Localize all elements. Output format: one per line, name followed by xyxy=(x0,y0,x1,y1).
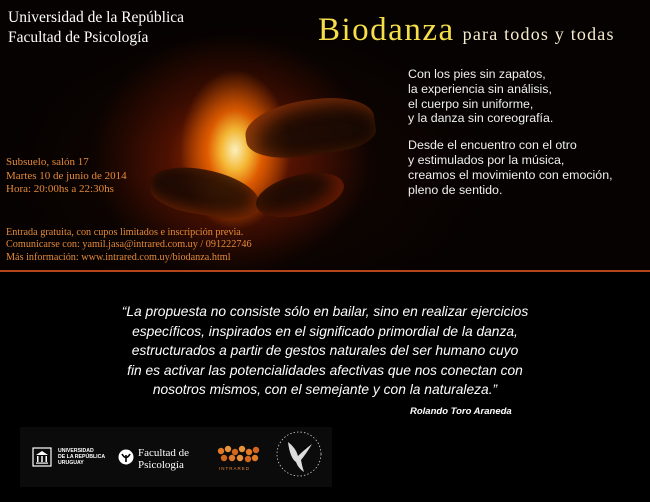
university-seal-icon xyxy=(32,447,52,467)
psicologia-line: Psicología xyxy=(138,459,184,471)
poem xyxy=(408,67,613,197)
quote-line: “La propuesta no consiste sólo en bailar, sino en realizar ejercicios xyxy=(121,304,529,319)
title-main: Biodanza xyxy=(318,12,455,48)
psicologia-line: Facultad de xyxy=(138,447,190,459)
title-sub: para todos y todas xyxy=(462,24,615,44)
poem-line: el cuerpo sin uniforme, xyxy=(408,96,534,111)
poem-line: Desde el encuentro con el otro xyxy=(408,138,577,153)
institution-header xyxy=(8,8,184,48)
udelar-line: URUGUAY xyxy=(58,460,84,467)
udelar-line: DE LA REPÚBLICA xyxy=(58,454,106,461)
page-title xyxy=(318,12,615,49)
event-location: Subsuelo, salón 17 xyxy=(6,156,89,168)
section-divider xyxy=(0,270,650,272)
stanza-gap xyxy=(408,126,613,138)
poem-line: creamos el movimiento con emoción, xyxy=(408,167,613,182)
faculty-name: Facultad de Psicología xyxy=(8,29,149,46)
university-name: Universidad de la República xyxy=(8,9,185,26)
contact-info xyxy=(6,227,252,264)
quote-author: Rolando Toro Araneda xyxy=(410,406,512,417)
admission-note: Entrada gratuita, con cupos limitados e inscripción previa. xyxy=(6,227,244,238)
poem-line: y la danza sin coreografía. xyxy=(408,111,554,126)
poem-line: pleno de sentido. xyxy=(408,182,503,197)
poem-line: la experiencia sin análisis, xyxy=(408,81,552,96)
intrared-logo xyxy=(213,443,263,473)
quote-line: nosotros mismos, con el semejante y con la naturaleza.” xyxy=(152,382,498,398)
quote-line: fin es activar las potencialidades afectivas que nos conectan con xyxy=(127,362,523,378)
rock-shape xyxy=(251,165,348,226)
event-time: Hora: 20:00hs a 22:30hs xyxy=(6,183,114,195)
bird-emblem-icon xyxy=(274,428,324,480)
quote-line: específicos, inspirados en el significado primordial de la danza, xyxy=(132,323,518,339)
psicologia-mark-icon xyxy=(118,449,134,465)
contact-line[interactable]: Comunicarse con: yamil.jasa@intrared.com.uy / 091222746 xyxy=(6,239,252,251)
rock-shape xyxy=(242,91,378,164)
event-details xyxy=(6,156,127,197)
rock-shape xyxy=(147,161,263,224)
quote xyxy=(100,302,550,400)
intrared-text: INTRARED xyxy=(219,466,251,471)
poem-line: Con los pies sin zapatos, xyxy=(408,67,546,81)
poem-line: y estimulados por la música, xyxy=(408,152,565,167)
intrared-mark-icon xyxy=(213,443,263,465)
more-info-link[interactable]: Más información: www.intrared.com.uy/biodanza.html xyxy=(6,251,231,263)
event-date: Martes 10 de junio de 2014 xyxy=(6,169,127,182)
udelar-line: UNIVERSIDAD xyxy=(58,448,94,454)
quote-line: estructurados a partir de gestos naturales del ser humano cuyo xyxy=(131,343,519,359)
